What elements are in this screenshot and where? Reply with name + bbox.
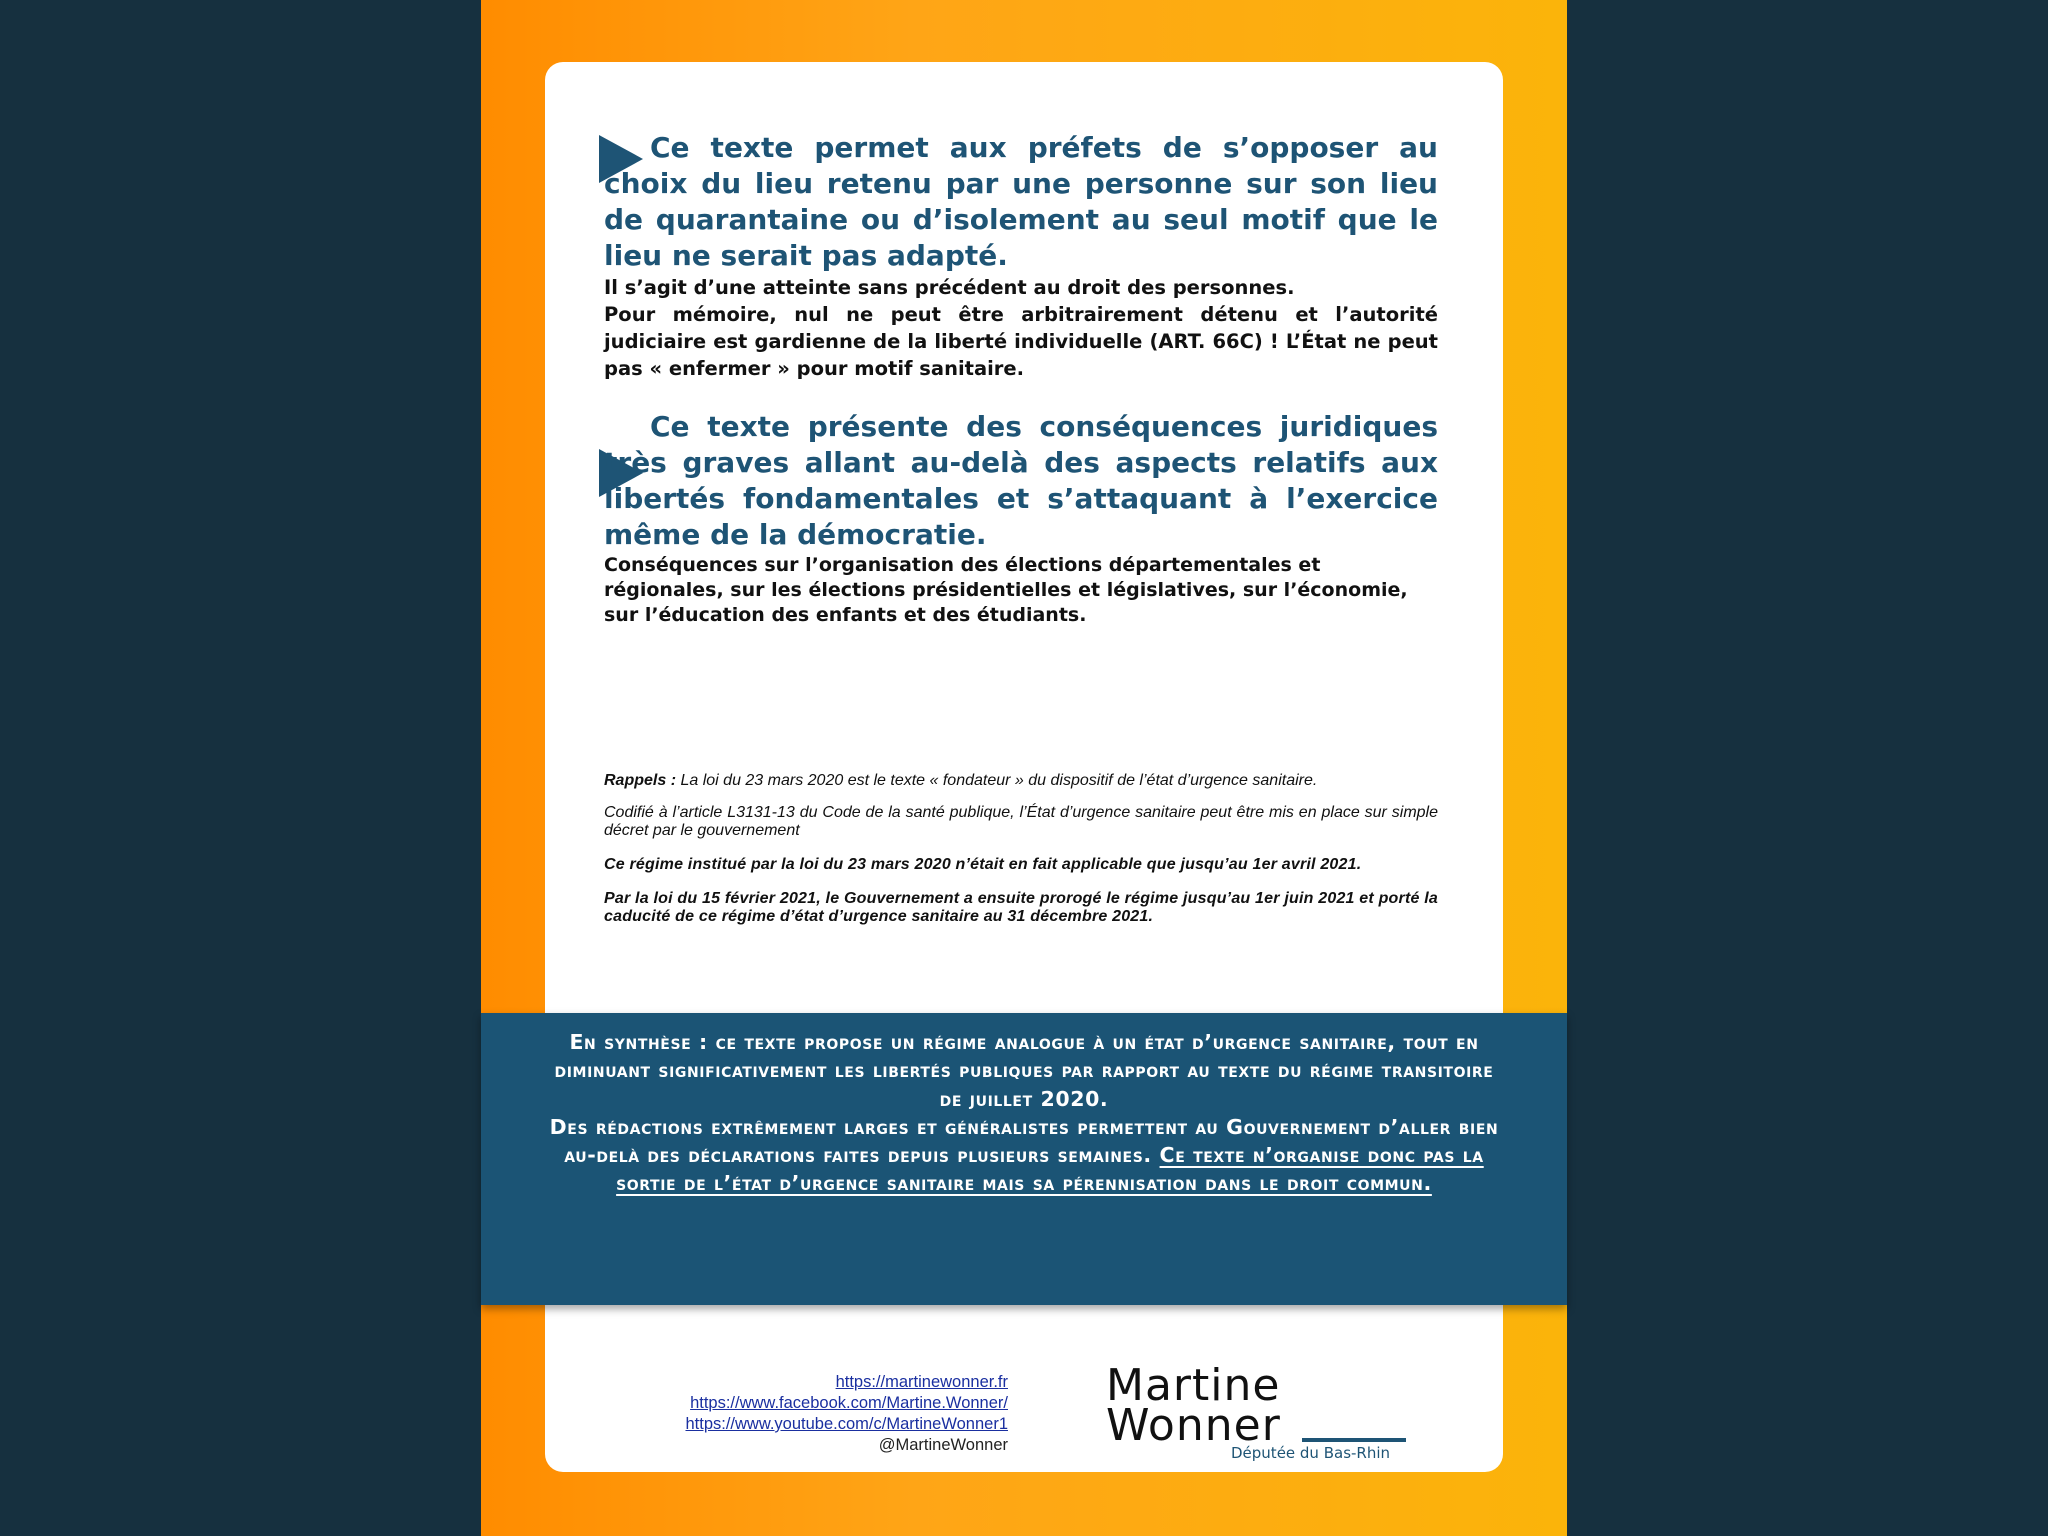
block-1 [604,130,1438,382]
block-1-body-2: Pour mémoire, nul ne peut être arbitrairement détenu et l’autorité judiciaire est gardienne de la liberté individuelle (ART. 66C) ! L’État ne peut pas « enfermer » pour motif sanitaire. [604,303,1438,380]
block-1-lead: Ce texte permet aux préfets de s’opposer au choix du lieu retenu par une personne sur son lieu de quarantaine ou d’isolement au seul motif que le lieu ne serait pas adapté. [604,131,1438,272]
synthese-part-2: Des rédactions extrêmement larges et généralistes permettent au Gouvernement d’aller bien au-delà des déclarations faites depuis plusieurs semaines. [549,1114,1499,1168]
rappels-section [604,772,1438,926]
synthese-part-1: En synthèse : ce texte propose un régime analogue à un état d’urgence sanitaire, tout en diminuant significativement les libertés publiques par rapport au texte du régime transitoire de juillet 2020. [554,1030,1494,1111]
website-link[interactable]: https://martinewonner.fr [835,1373,1008,1391]
social-handle: @MartineWonner [878,1436,1008,1454]
logo-rule [1302,1438,1406,1442]
logo-line-2: Wonner [1106,1400,1281,1451]
logo [1106,1360,1406,1466]
block-1-body-1: Il s’agit d’une atteinte sans précédent au droit des personnes. [604,276,1295,299]
facebook-link[interactable]: https://www.facebook.com/Martine.Wonner/ [690,1394,1008,1412]
rappels-p1: La loi du 23 mars 2020 est le texte « fondateur » du dispositif de l’état d’urgence sanitaire. [680,772,1318,789]
block-2-body: Conséquences sur l’organisation des élections départementales et régionales, sur les élections présidentielles et législatives, sur l’économie, sur l’éducation des enfants et des étudiants. [604,554,1408,626]
block-2-lead: Ce texte présente des conséquences juridiques très graves allant au-delà des aspects relatifs aux libertés fondamentales et s’attaquant à l’exercice même de la démocratie. [604,410,1438,551]
block-2 [604,409,1438,628]
footer-links [685,1372,1008,1456]
rappels-p2: Codifié à l’article L3131-13 du Code de la santé publique, l’État d’urgence sanitaire peut être mis en place sur simple décret par le gouvernement [604,804,1438,839]
logo-line-1: Martine [1106,1360,1281,1411]
youtube-link[interactable]: https://www.youtube.com/c/MartineWonner1 [685,1415,1008,1433]
synthese-banner [481,1013,1567,1305]
synthese-part-3: Ce texte n’organise donc pas la sortie de l’état d’urgence sanitaire mais sa pérennisation dans le droit commun. [616,1143,1484,1196]
logo-subtitle: Députée du Bas-Rhin [1231,1444,1391,1462]
rappels-p4: Par la loi du 15 février 2021, le Gouvernement a ensuite prorogé le régime jusqu’au 1er juin 2021 et porté la caducité de ce régime d’état d’urgence sanitaire au 31 décembre 2021. [604,890,1438,925]
rappels-p3: Ce régime institué par la loi du 23 mars 2020 n’était en fait applicable que jusqu’au 1er avril 2021. [604,856,1362,873]
rappels-label: Rappels : [604,772,677,789]
